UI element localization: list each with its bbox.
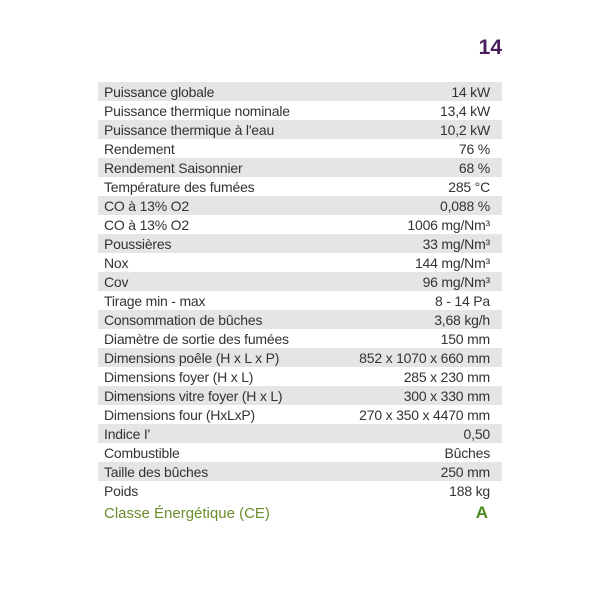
spec-row <box>98 253 502 272</box>
spec-label: Puissance thermique à l'eau <box>104 121 275 138</box>
spec-row <box>98 310 502 329</box>
spec-label: Dimensions four (HxLxP) <box>104 406 255 423</box>
spec-value: 188 kg <box>449 482 490 499</box>
spec-label: Combustible <box>104 444 180 461</box>
energy-class-row <box>98 500 502 526</box>
model-number: 14 <box>478 36 502 59</box>
spec-row <box>98 481 502 500</box>
spec-row <box>98 462 502 481</box>
spec-value: 76 % <box>458 140 490 157</box>
spec-row <box>98 234 502 253</box>
spec-value: 33 mg/Nm³ <box>422 235 490 252</box>
spec-label: Taille des bûches <box>104 463 208 480</box>
spec-value: Bûches <box>444 444 490 461</box>
spec-row <box>98 272 502 291</box>
spec-row <box>98 367 502 386</box>
spec-label: Poids <box>104 482 139 499</box>
spec-row <box>98 82 502 101</box>
spec-value: 285 °C <box>448 178 490 195</box>
spec-label: Dimensions foyer (H x L) <box>104 368 254 385</box>
spec-label: Rendement Saisonnier <box>104 159 243 176</box>
energy-class-value: A <box>475 503 488 522</box>
spec-value: 300 x 330 mm <box>403 387 490 404</box>
spec-value: 3,68 kg/h <box>434 311 490 328</box>
spec-row <box>98 139 502 158</box>
spec-value: 1006 mg/Nm³ <box>407 216 490 233</box>
spec-row <box>98 158 502 177</box>
spec-label: Dimensions vitre foyer (H x L) <box>104 387 283 404</box>
spec-value: 285 x 230 mm <box>403 368 490 385</box>
spec-row <box>98 348 502 367</box>
spec-value: 14 kW <box>451 83 490 100</box>
spec-row <box>98 405 502 424</box>
spec-row <box>98 386 502 405</box>
spec-row <box>98 177 502 196</box>
spec-label: Consommation de bûches <box>104 311 263 328</box>
spec-value: 852 x 1070 x 660 mm <box>359 349 490 366</box>
spec-row <box>98 291 502 310</box>
spec-label: Puissance thermique nominale <box>104 102 290 119</box>
spec-value: 144 mg/Nm³ <box>414 254 490 271</box>
spec-label: CO à 13% O2 <box>104 197 189 214</box>
spec-label: Cov <box>104 273 129 290</box>
spec-value: 270 x 350 x 4470 mm <box>359 406 490 423</box>
spec-label: Puissance globale <box>104 83 215 100</box>
spec-value: 150 mm <box>440 330 490 347</box>
spec-label: Température des fumées <box>104 178 255 195</box>
spec-value: 250 mm <box>440 463 490 480</box>
spec-row <box>98 120 502 139</box>
spec-value: 8 - 14 Pa <box>434 292 490 309</box>
spec-row <box>98 215 502 234</box>
spec-value: 68 % <box>458 159 490 176</box>
spec-row <box>98 329 502 348</box>
spec-table <box>98 82 502 526</box>
spec-label: CO à 13% O2 <box>104 216 189 233</box>
spec-label: Poussières <box>104 235 172 252</box>
spec-value: 96 mg/Nm³ <box>422 273 490 290</box>
spec-label: Diamètre de sortie des fumées <box>104 330 289 347</box>
spec-row <box>98 443 502 462</box>
spec-value: 0,088 % <box>440 197 490 214</box>
spec-value: 10,2 kW <box>440 121 490 138</box>
spec-label: Dimensions poêle (H x L x P) <box>104 349 280 366</box>
spec-label: Rendement <box>104 140 175 157</box>
spec-row <box>98 424 502 443</box>
spec-value: 0,50 <box>463 425 490 442</box>
spec-label: Nox <box>104 254 129 271</box>
spec-row <box>98 196 502 215</box>
energy-class-label: Classe Énergétique (CE) <box>104 504 270 522</box>
spec-label: Tirage min - max <box>104 292 206 309</box>
spec-value: 13,4 kW <box>440 102 490 119</box>
spec-row <box>98 101 502 120</box>
spec-label: Indice I' <box>104 425 151 442</box>
